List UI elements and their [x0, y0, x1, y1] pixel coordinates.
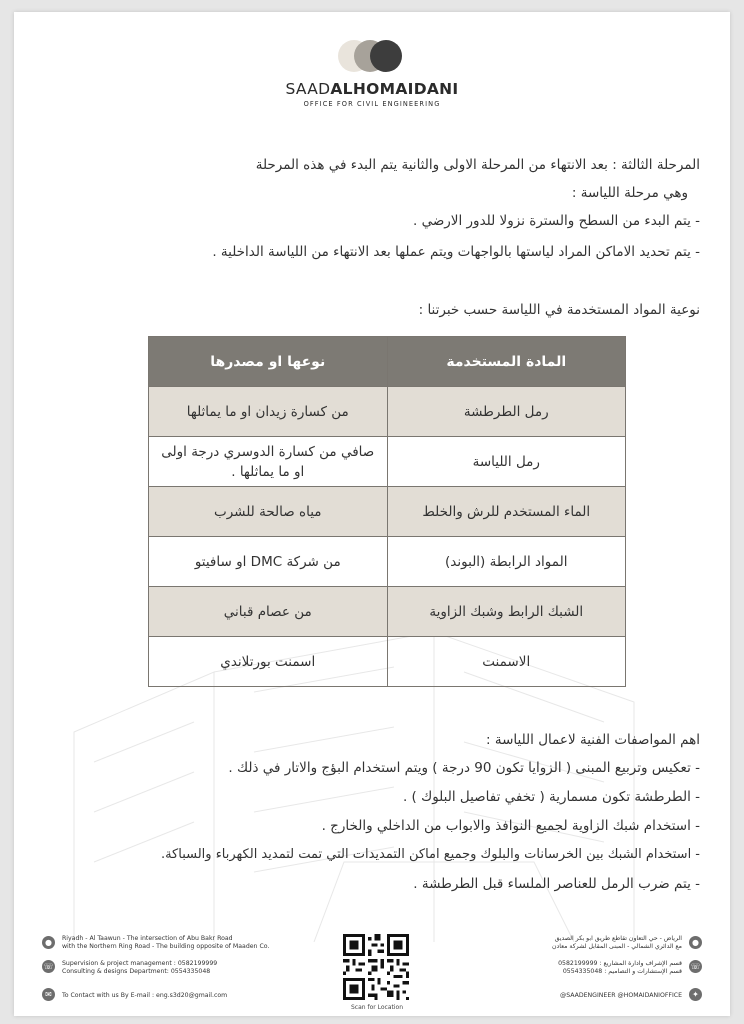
phone-icon: ☏ — [43, 962, 54, 971]
source-cell: من شركة DMC او سافيتو — [149, 537, 388, 587]
header-source: نوعها او مصدرها — [149, 337, 388, 387]
spec-item-2: - الطرطشة تكون مسمارية ( تخفي تفاصيل البلوك ) . — [402, 789, 700, 805]
table-row — [149, 537, 626, 587]
material-cell: الشبك الرابط وشبك الزاوية — [387, 587, 626, 637]
supervision-phone-ar: قسم الإشراف وادارة المشاريع : 0582199999 — [558, 960, 682, 967]
address-en-line-2: with the Northern Ring Road - The building opposite of Maaden Co. — [62, 943, 270, 950]
document-page — [14, 12, 730, 1016]
social-handles[interactable]: @SAADENGINEER @HOMAIDANIOFFICE — [560, 992, 682, 999]
table-row — [149, 637, 626, 687]
phone-icon: ☏ — [690, 962, 701, 971]
table-row — [149, 387, 626, 437]
address-en — [62, 935, 269, 951]
source-cell: اسمنت بورتلاندي — [149, 637, 388, 687]
material-cell: رمل اللياسة — [387, 437, 626, 487]
address-ar-line-1: الرياض - حي التعاون تقاطع طريق ابو بكر الصديق — [554, 935, 682, 942]
consulting-phone-en: Consulting & designs Department: 0554335048 — [62, 968, 211, 975]
table-row — [149, 487, 626, 537]
intro-bullet-1: - يتم البدء من السطح والسترة نزولا للدور الارضي . — [412, 213, 700, 229]
location-pin-icon: ● — [42, 936, 55, 949]
source-cell: من كسارة زيدان او ما يماثلها — [149, 387, 388, 437]
footer — [14, 930, 730, 1016]
phones-ar — [558, 960, 682, 976]
material-cell: رمل الطرطشة — [387, 387, 626, 437]
table-row — [149, 587, 626, 637]
address-ar — [552, 935, 682, 951]
email-en[interactable]: To Contact with us By E-mail : eng.s3d20@gmail.com — [62, 992, 228, 999]
address-en-line-1: Riyadh - Al Taawun - The intersection of Abu Bakr Road — [62, 935, 233, 942]
materials-table — [148, 336, 626, 687]
spec-item-4: - استخدام الشبك بين الخرسانات والبلوك وجميع اماكن التمديدات التي تمت لتمديد الكهرباء والسباكة. — [160, 847, 700, 862]
logo-brand-name: SAADALHOMAIDANI — [285, 80, 459, 98]
supervision-phone-en: Supervision & project management : 0582199999 — [62, 960, 218, 967]
source-cell: مياه صالحة للشرب — [149, 487, 388, 537]
materials-heading: نوعية المواد المستخدمة في اللياسة حسب خبرتنا : — [418, 302, 700, 318]
location-pin-icon: ● — [689, 936, 702, 949]
twitter-icon: ✦ — [689, 988, 702, 1001]
header-material: المادة المستخدمة — [387, 337, 626, 387]
spec-item-3: - استخدام شبك الزاوية لجميع النوافذ والابواب من الداخلي والخارج . — [321, 818, 700, 834]
table-header-row — [149, 337, 626, 387]
logo-subtitle: OFFICE FOR CIVIL ENGINEERING — [303, 100, 441, 108]
logo-circles-icon — [332, 40, 412, 74]
spec-item-5: - يتم ضرب الرمل للعناصر الملساء قبل الطرطشة . — [413, 876, 700, 892]
plaster-phase-label: وهي مرحلة اللياسة : — [571, 185, 688, 201]
location-qr-code[interactable] — [343, 934, 409, 1000]
company-logo — [282, 40, 462, 108]
spec-item-1: - تعكيس وتربيع المبنى ( الزوايا تكون 90 درجة ) ويتم استخدام البؤج والاتار في ذلك . — [228, 760, 700, 776]
intro-bullet-2: - يتم تحديد الاماكن المراد لياستها بالواجهات ويتم عملها بعد الانتهاء من اللياسة الداخلية . — [212, 244, 700, 260]
specs-heading: اهم المواصفات الفنية لاعمال اللياسة : — [486, 732, 700, 748]
material-cell: المواد الرابطة (البوند) — [387, 537, 626, 587]
phase-three-title: المرحلة الثالثة : بعد الانتهاء من المرحلة الاولى والثانية يتم البدء في هذه المرحلة — [255, 157, 700, 173]
source-cell: من عصام قباني — [149, 587, 388, 637]
table-row — [149, 437, 626, 487]
consulting-phone-ar: قسم الإستشارات و التصاميم : 0554335048 — [562, 968, 682, 975]
email-icon: ✉ — [42, 988, 55, 1001]
material-cell: الاسمنت — [387, 637, 626, 687]
scan-for-location-label: Scan for Location — [350, 1004, 404, 1011]
address-ar-line-2: مع الدائري الشمالي - المبنى المقابل لشركة معادن — [551, 943, 682, 950]
phones-en — [62, 960, 217, 976]
source-cell: صافي من كسارة الدوسري درجة اولى او ما يماثلها . — [149, 437, 388, 487]
material-cell: الماء المستخدم للرش والخلط — [387, 487, 626, 537]
